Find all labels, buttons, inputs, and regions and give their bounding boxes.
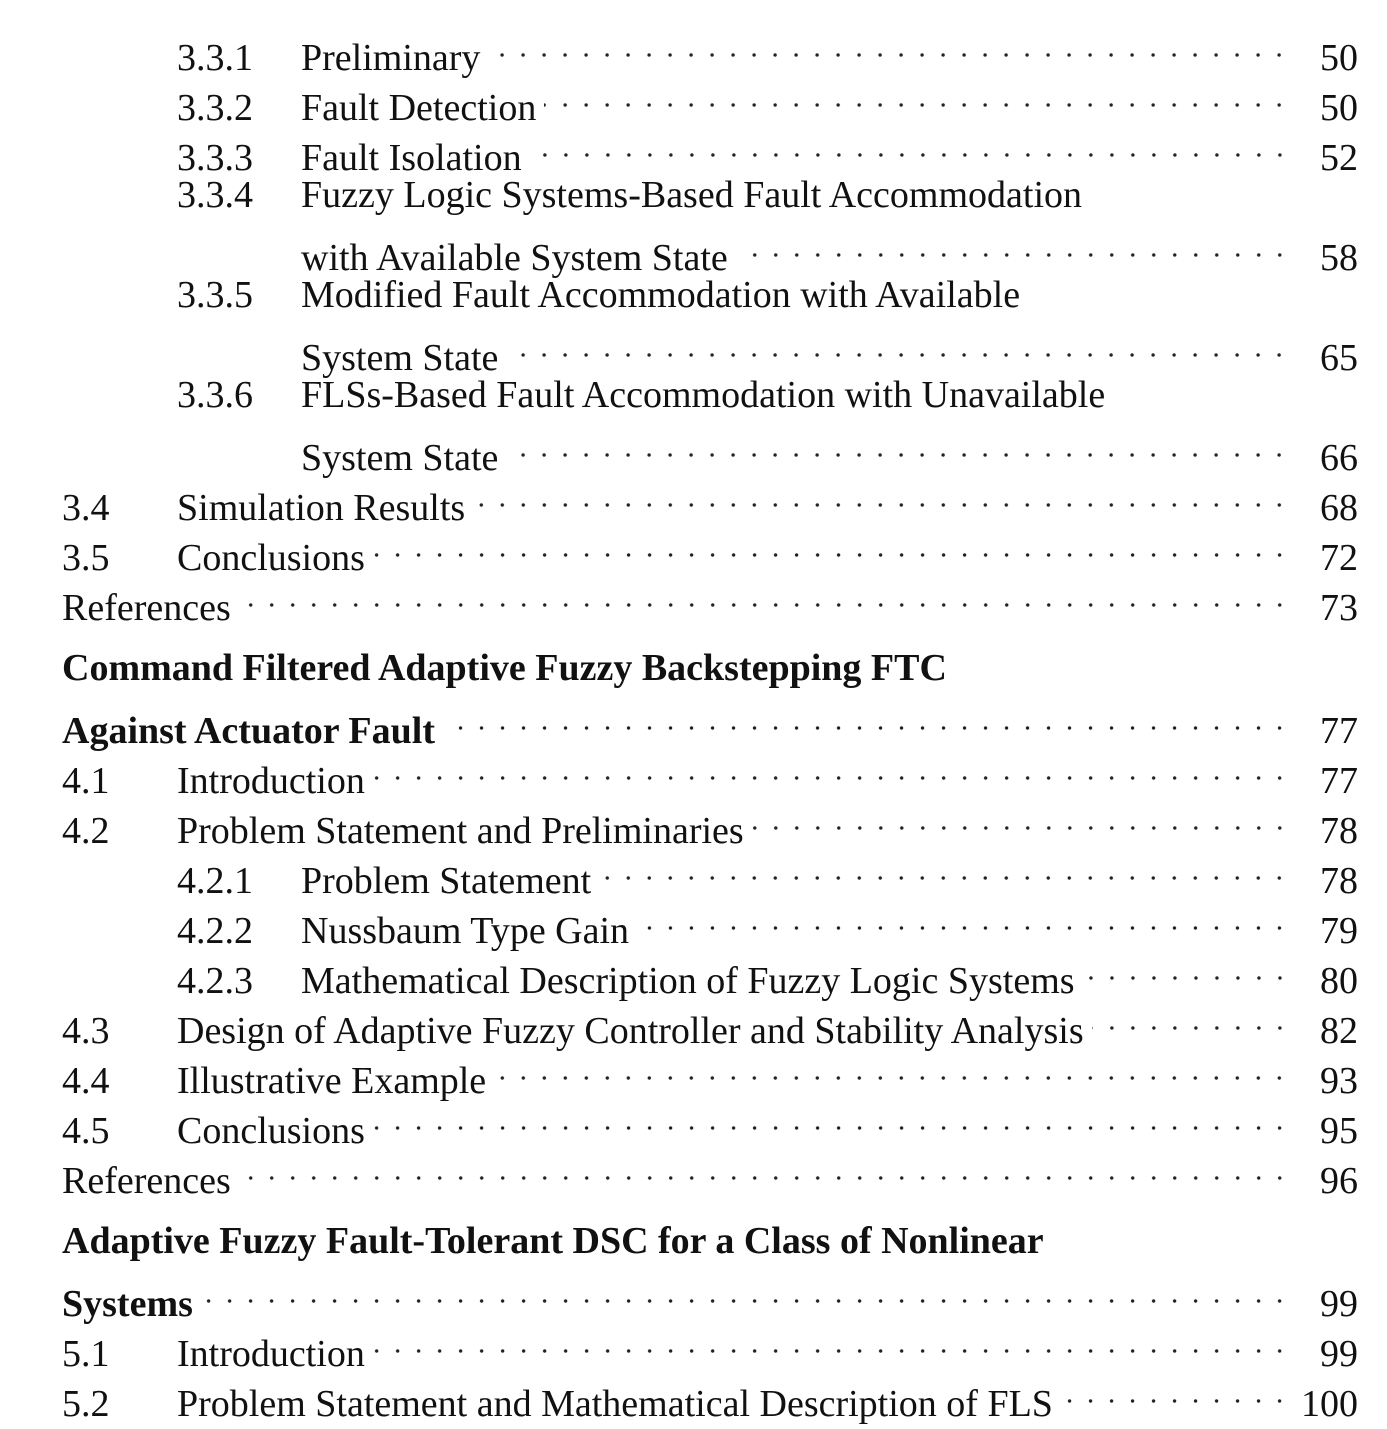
entry-title: Fault Detection [301,87,537,129]
toc-entry-line1[interactable] [0,370,1387,420]
entry-title: Introduction [177,760,365,802]
leader-dots [637,893,1290,943]
entry-number: 4.1 [62,760,110,802]
toc-entry[interactable] [0,893,1387,952]
entry-number: 4.4 [62,1060,110,1102]
entry-number: 3.3.5 [177,274,253,316]
leader-dots [530,120,1290,170]
leader-dots [488,20,1290,70]
leader-dots [373,743,1290,793]
toc-entry[interactable] [0,943,1387,1002]
toc-entry[interactable] [0,743,1387,802]
page-number: 99 [1320,1333,1358,1375]
toc-entry-line1[interactable] [0,170,1387,220]
leader-dots [373,520,1290,570]
entry-title: References [62,587,231,629]
page-number: 72 [1320,537,1358,579]
leader-dots [736,220,1290,270]
leader-dots [494,1043,1290,1093]
leader-dots [544,70,1290,120]
entry-number: 3.3.2 [177,87,253,129]
leader-dots [201,1266,1290,1316]
chapter-title: Command Filtered Adaptive Fuzzy Backstepping FTC [62,647,947,689]
page-number: 68 [1320,487,1358,529]
toc-entry[interactable] [0,993,1387,1052]
leader-dots [443,693,1290,743]
page-number: 78 [1320,810,1358,852]
toc-chapter-entry[interactable] [0,1266,1387,1325]
entry-title: Problem Statement and Preliminaries [177,810,744,852]
toc-entry[interactable] [0,320,1387,379]
entry-title: System State [301,437,499,479]
entry-number: 3.3.1 [177,37,253,79]
toc-entry[interactable] [0,1316,1387,1375]
entry-number: 4.3 [62,1010,110,1052]
toc-entry[interactable] [0,1093,1387,1152]
entry-title: Against Actuator Fault [62,710,435,752]
entry-title: with Available System State [301,237,728,279]
entry-number: 3.3.3 [177,137,253,179]
toc-entry[interactable] [0,1043,1387,1102]
toc-entry[interactable] [0,1366,1387,1425]
entry-title-line1: Fuzzy Logic Systems-Based Fault Accommodation [301,174,1083,216]
entry-number: 3.4 [62,487,110,529]
page-number: 80 [1320,960,1358,1002]
page-number: 66 [1320,437,1358,479]
leader-dots [473,470,1290,520]
entry-title: Preliminary [301,37,481,79]
entry-number: 3.3.6 [177,374,253,416]
entry-number: 3.3.4 [177,174,253,216]
page-number: 96 [1320,1160,1358,1202]
entry-number: 5.1 [62,1333,110,1375]
entry-title: Nussbaum Type Gain [301,910,630,952]
entry-title: Problem Statement and Mathematical Description of FLS [177,1383,1053,1425]
entry-number: 4.2.1 [177,860,253,902]
page-number: 77 [1320,760,1358,802]
page-number: 73 [1320,587,1358,629]
leader-dots [373,1316,1290,1366]
toc-entry[interactable] [0,120,1387,179]
toc-entry[interactable] [0,843,1387,902]
entry-number: 4.2.2 [177,910,253,952]
entry-title: Design of Adaptive Fuzzy Controller and Stability Analysis [177,1010,1084,1052]
page-number: 50 [1320,87,1358,129]
entry-number: 4.2.3 [177,960,253,1002]
entry-title: Conclusions [177,537,365,579]
entry-title: System State [301,337,499,379]
leader-dots [506,320,1290,370]
entry-number: 3.5 [62,537,110,579]
toc-entry[interactable] [0,220,1387,279]
chapter-title-line1[interactable] [0,643,1387,693]
chapter-title-line1[interactable] [0,1216,1387,1266]
page-number: 100 [1301,1383,1358,1425]
entry-title: Simulation Results [177,487,466,529]
toc-entry[interactable] [0,520,1387,579]
toc-entry[interactable] [0,570,1387,629]
toc-entry[interactable] [0,1143,1387,1202]
toc-entry-line1[interactable] [0,270,1387,320]
entry-title: Conclusions [177,1110,365,1152]
entry-number: 4.2 [62,810,110,852]
leader-dots [1061,1366,1290,1416]
page-number: 99 [1320,1283,1358,1325]
entry-title: Introduction [177,1333,365,1375]
page-number: 82 [1320,1010,1358,1052]
leader-dots [599,843,1290,893]
toc-chapter-entry[interactable] [0,693,1387,752]
leader-dots [506,420,1290,470]
leader-dots [1092,993,1290,1043]
page-number: 52 [1320,137,1358,179]
toc-entry[interactable] [0,793,1387,852]
leader-dots [239,570,1290,620]
toc-entry[interactable] [0,470,1387,529]
page-number: 58 [1320,237,1358,279]
toc-entry[interactable] [0,420,1387,479]
entry-title-line1: Modified Fault Accommodation with Available [301,274,1021,316]
page-number: 65 [1320,337,1358,379]
page-number: 93 [1320,1060,1358,1102]
toc-entry[interactable] [0,70,1387,129]
entry-title: Fault Isolation [301,137,522,179]
leader-dots [1083,943,1290,993]
entry-title: Mathematical Description of Fuzzy Logic Systems [301,960,1075,1002]
entry-title: Systems [62,1283,193,1325]
page-number: 79 [1320,910,1358,952]
leader-dots [373,1093,1290,1143]
toc-entry[interactable] [0,20,1387,79]
entry-number: 4.5 [62,1110,110,1152]
entry-title: References [62,1160,231,1202]
leader-dots [752,793,1290,843]
page-number: 78 [1320,860,1358,902]
entry-title-line1: FLSs-Based Fault Accommodation with Unavailable [301,374,1106,416]
page-number: 77 [1320,710,1358,752]
entry-title: Illustrative Example [177,1060,487,1102]
entry-title: Problem Statement [301,860,592,902]
entry-number: 5.2 [62,1383,110,1425]
page-number: 95 [1320,1110,1358,1152]
leader-dots [239,1143,1290,1193]
chapter-title: Adaptive Fuzzy Fault-Tolerant DSC for a Class of Nonlinear [62,1220,1044,1262]
page-number: 50 [1320,37,1358,79]
